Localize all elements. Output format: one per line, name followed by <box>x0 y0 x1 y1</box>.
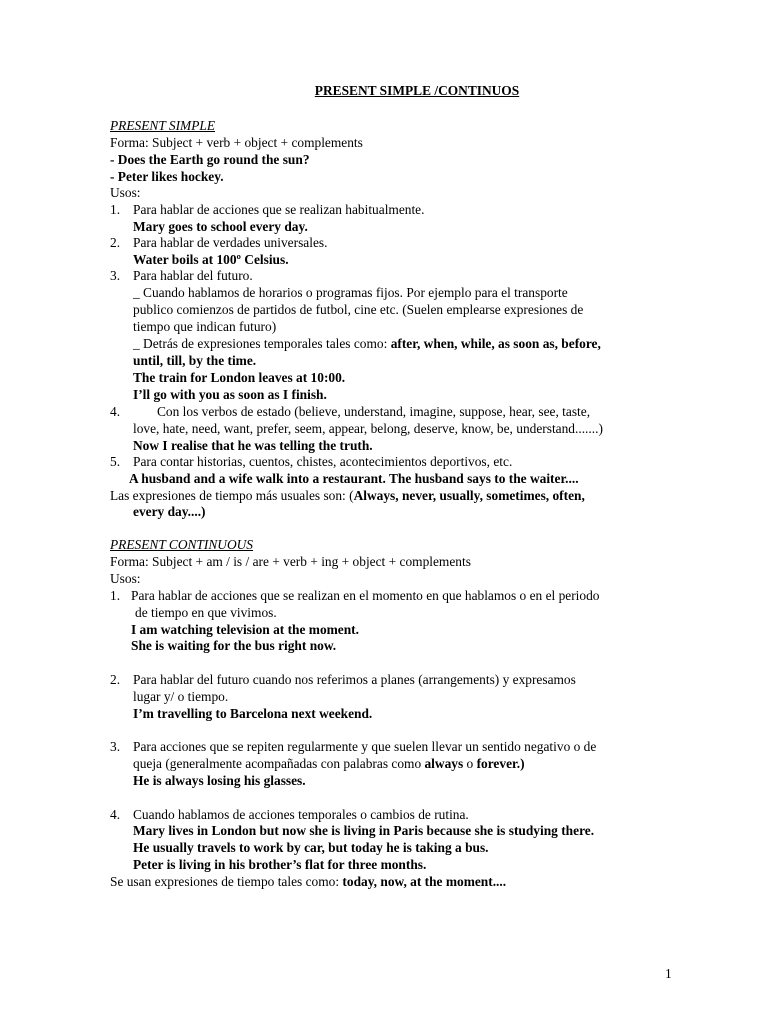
simple-use-4-line-2: love, hate, need, want, prefer, seem, appear, belong, deserve, know, be, understand.......) <box>133 421 603 436</box>
simple-use-3-detail-3: tiempo que indican futuro) <box>133 319 277 334</box>
continuous-use-3-word-always: always <box>424 756 464 771</box>
continuous-use-1-example-1: I am watching television at the moment. <box>131 622 359 637</box>
continuous-form: Forma: Subject + am / is / are + verb + ing + object + complements <box>110 554 471 569</box>
simple-use-3: Para hablar del futuro. <box>133 268 253 283</box>
continuous-use-3-word-forever: forever.) <box>476 756 525 771</box>
simple-example-statement: - Peter likes hockey. <box>110 169 224 184</box>
list-number: 3. <box>110 268 121 283</box>
simple-form: Forma: Subject + verb + object + complements <box>110 135 363 150</box>
simple-time-expressions-text: Las expresiones de tiempo más usuales son: ( <box>110 488 354 503</box>
continuous-use-3-line-1: Para acciones que se repiten regularmente y que suelen llevar un sentido negativo o de <box>133 739 597 754</box>
simple-use-1-example: Mary goes to school every day. <box>133 219 308 234</box>
simple-use-3-detail-1: _ Cuando hablamos de horarios o programas fijos. Por ejemplo para el transporte <box>133 285 568 300</box>
continuous-use-3-example: He is always losing his glasses. <box>133 773 306 788</box>
continuous-use-1-line-1: Para hablar de acciones que se realizan en el momento en que hablamos o en el periodo <box>131 588 600 603</box>
section-heading-present-simple: PRESENT SIMPLE <box>110 118 216 133</box>
simple-use-3-detail-4-text: _ Detrás de expresiones temporales tales como: <box>133 336 391 351</box>
simple-use-3-time-expressions: after, when, while, as soon as, before, <box>390 336 601 351</box>
simple-use-4-example: Now I realise that he was telling the truth. <box>133 438 373 453</box>
simple-use-5-example: A husband and a wife walk into a restaurant. The husband says to the waiter.... <box>129 471 579 486</box>
continuous-use-2-line-1: Para hablar del futuro cuando nos referimos a planes (arrangements) y expresamos <box>133 672 576 687</box>
document-title: PRESENT SIMPLE /CONTINUOS <box>314 83 520 98</box>
simple-example-question: - Does the Earth go round the sun? <box>110 152 310 167</box>
list-number: 4. <box>110 404 121 419</box>
simple-use-3-time-expressions-cont: until, till, by the time. <box>133 353 257 368</box>
continuous-use-4-example-3: Peter is living in his brother’s flat for three months. <box>133 857 427 872</box>
continuous-use-4-example-2: He usually travels to work by car, but today he is taking a bus. <box>133 840 489 855</box>
continuous-time-expressions-text: Se usan expresiones de tiempo tales como: <box>110 874 343 889</box>
simple-use-3-detail-4 <box>133 335 601 352</box>
simple-time-expressions-list: Always, never, usually, sometimes, often, <box>353 488 585 503</box>
continuous-use-3-line-2 <box>133 755 525 772</box>
simple-use-2: Para hablar de verdades universales. <box>133 235 328 250</box>
simple-time-expressions <box>110 487 585 504</box>
simple-use-4-line-1: Con los verbos de estado (believe, understand, imagine, suppose, hear, see, taste, <box>157 404 591 419</box>
list-number: 2. <box>110 672 121 687</box>
continuous-use-1-line-2: de tiempo en que vivimos. <box>135 605 277 620</box>
continuous-use-2-example: I’m travelling to Barcelona next weekend. <box>133 706 373 721</box>
continuous-use-3-line-2-text: queja (generalmente acompañadas con palabras como <box>133 756 425 771</box>
continuous-use-3-word-o: o <box>463 756 477 771</box>
simple-use-3-example-1: The train for London leaves at 10:00. <box>133 370 346 385</box>
list-number: 3. <box>110 739 121 754</box>
list-number: 1. <box>110 202 121 217</box>
simple-time-expressions-end: every day....) <box>133 504 206 519</box>
list-number: 1. <box>110 588 121 603</box>
list-number: 4. <box>110 807 121 822</box>
page-number: 1 <box>665 966 672 981</box>
simple-use-3-detail-2: publico comienzos de partidos de futbol, cine etc. (Suelen emplearse expresiones de <box>133 302 584 317</box>
simple-uses-label: Usos: <box>110 185 141 200</box>
continuous-time-expressions <box>110 873 506 890</box>
simple-use-3-example-2: I’ll go with you as soon as I finish. <box>133 387 327 402</box>
continuous-time-expressions-list: today, now, at the moment.... <box>342 874 507 889</box>
simple-use-5: Para contar historias, cuentos, chistes, acontecimientos deportivos, etc. <box>133 454 513 469</box>
list-number: 2. <box>110 235 121 250</box>
list-number: 5. <box>110 454 121 469</box>
section-heading-present-continuous: PRESENT CONTINUOUS <box>110 537 253 552</box>
simple-use-1: Para hablar de acciones que se realizan habitualmente. <box>133 202 425 217</box>
continuous-use-2-line-2: lugar y/ o tiempo. <box>133 689 229 704</box>
continuous-use-1-example-2: She is waiting for the bus right now. <box>131 638 337 653</box>
continuous-uses-label: Usos: <box>110 571 141 586</box>
continuous-use-4: Cuando hablamos de acciones temporales o cambios de rutina. <box>133 807 469 822</box>
simple-use-2-example: Water boils at 100º Celsius. <box>133 252 289 267</box>
continuous-use-4-example-1: Mary lives in London but now she is living in Paris because she is studying there. <box>133 823 595 838</box>
